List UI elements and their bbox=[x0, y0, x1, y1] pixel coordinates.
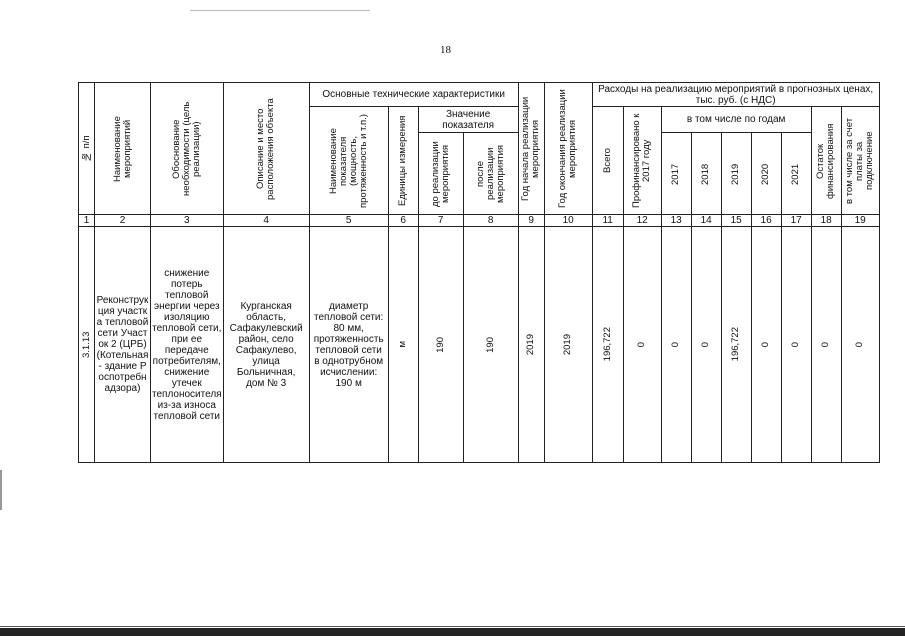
column-number: 4 bbox=[223, 215, 309, 227]
bottom-rule bbox=[0, 626, 905, 627]
cell-y2019: 196,722 bbox=[721, 227, 751, 463]
column-number: 11 bbox=[592, 215, 623, 227]
column-number: 7 bbox=[418, 215, 463, 227]
column-number: 6 bbox=[388, 215, 418, 227]
cell-y2018: 0 bbox=[691, 227, 721, 463]
column-number: 5 bbox=[309, 215, 388, 227]
cell-name: Реконструкция участка тепловой сети Участок 2 (ЦРБ) (Котельная - здание Роспотребнадзора) bbox=[95, 227, 151, 463]
header-connection-fee: в том числе за счет платы за подключение bbox=[841, 107, 879, 215]
page-number: 18 bbox=[440, 44, 451, 56]
column-number: 14 bbox=[691, 215, 721, 227]
header-by-years-group: в том числе по годам bbox=[661, 107, 811, 133]
cell-total: 196,722 bbox=[592, 227, 623, 463]
header-remaining: Остаток финансирования bbox=[811, 107, 841, 215]
column-number: 10 bbox=[544, 215, 592, 227]
header-units: Единицы измерения bbox=[388, 107, 418, 215]
left-margin-mark bbox=[0, 470, 2, 510]
cell-year-start: 2019 bbox=[518, 227, 544, 463]
header-total: Всего bbox=[592, 107, 623, 215]
cell-value-after: 190 bbox=[463, 227, 518, 463]
header-tech-group: Основные технические характеристики bbox=[309, 83, 518, 107]
column-number: 16 bbox=[751, 215, 781, 227]
header-value-after: после реализации мероприятия bbox=[463, 133, 518, 215]
bottom-scan-edge bbox=[0, 628, 905, 636]
header-reason: Обоснование необходимости (цель реализации) bbox=[151, 83, 224, 215]
column-number: 18 bbox=[811, 215, 841, 227]
measures-table bbox=[78, 82, 880, 463]
cell-num: 3.1.13 bbox=[79, 227, 95, 463]
cell-financed-2017: 0 bbox=[623, 227, 661, 463]
header-value-group: Значение показателя bbox=[418, 107, 518, 133]
column-number: 19 bbox=[841, 215, 879, 227]
header-year-2017: 2017 bbox=[661, 133, 691, 215]
header-year-2018: 2018 bbox=[691, 133, 721, 215]
cell-y2017: 0 bbox=[661, 227, 691, 463]
column-number: 15 bbox=[721, 215, 751, 227]
cell-y2021: 0 bbox=[781, 227, 811, 463]
column-number: 3 bbox=[151, 215, 224, 227]
cell-value-before: 190 bbox=[418, 227, 463, 463]
cell-units: м bbox=[388, 227, 418, 463]
header-year-2021: 2021 bbox=[781, 133, 811, 215]
header-financed-2017: Профинансировано к 2017 году bbox=[623, 107, 661, 215]
header-num: № п/п bbox=[79, 83, 95, 215]
header-year-start: Год начала реализации мероприятия bbox=[518, 83, 544, 215]
column-number: 13 bbox=[661, 215, 691, 227]
cell-reason: снижение потерь тепловой энергии через изоляцию тепловой сети, при ее передаче потребителям, снижение утечек теплоносителя из-за износа тепловой сети bbox=[151, 227, 224, 463]
cell-remaining: 0 bbox=[811, 227, 841, 463]
column-number: 9 bbox=[518, 215, 544, 227]
column-number: 2 bbox=[95, 215, 151, 227]
header-year-2019: 2019 bbox=[721, 133, 751, 215]
table-row bbox=[79, 227, 880, 463]
column-number: 8 bbox=[463, 215, 518, 227]
header-location: Описание и место расположения объекта bbox=[223, 83, 309, 215]
header-indicator-name: Наименование показателя (мощность, протяженность и т.п.) bbox=[309, 107, 388, 215]
cell-connection-fee: 0 bbox=[841, 227, 879, 463]
cell-location: Курганская область, Сафакулевский район, село Сафакулево, улица Больничная, дом № 3 bbox=[223, 227, 309, 463]
header-cost-group: Расходы на реализацию мероприятий в прогнозных ценах, тыс. руб. (с НДС) bbox=[592, 83, 879, 107]
column-number: 12 bbox=[623, 215, 661, 227]
cell-year-end: 2019 bbox=[544, 227, 592, 463]
header-value-before: до реализации мероприятия bbox=[418, 133, 463, 215]
cell-indicator: диаметр тепловой сети: 80 мм, протяженность тепловой сети в однотрубном исчислении: 190 м bbox=[309, 227, 388, 463]
header-year-2020: 2020 bbox=[751, 133, 781, 215]
cell-y2020: 0 bbox=[751, 227, 781, 463]
column-number: 17 bbox=[781, 215, 811, 227]
top-rule bbox=[190, 10, 370, 11]
header-year-end: Год окончания реализации мероприятия bbox=[544, 83, 592, 215]
header-name: Наименование мероприятий bbox=[95, 83, 151, 215]
column-number: 1 bbox=[79, 215, 95, 227]
